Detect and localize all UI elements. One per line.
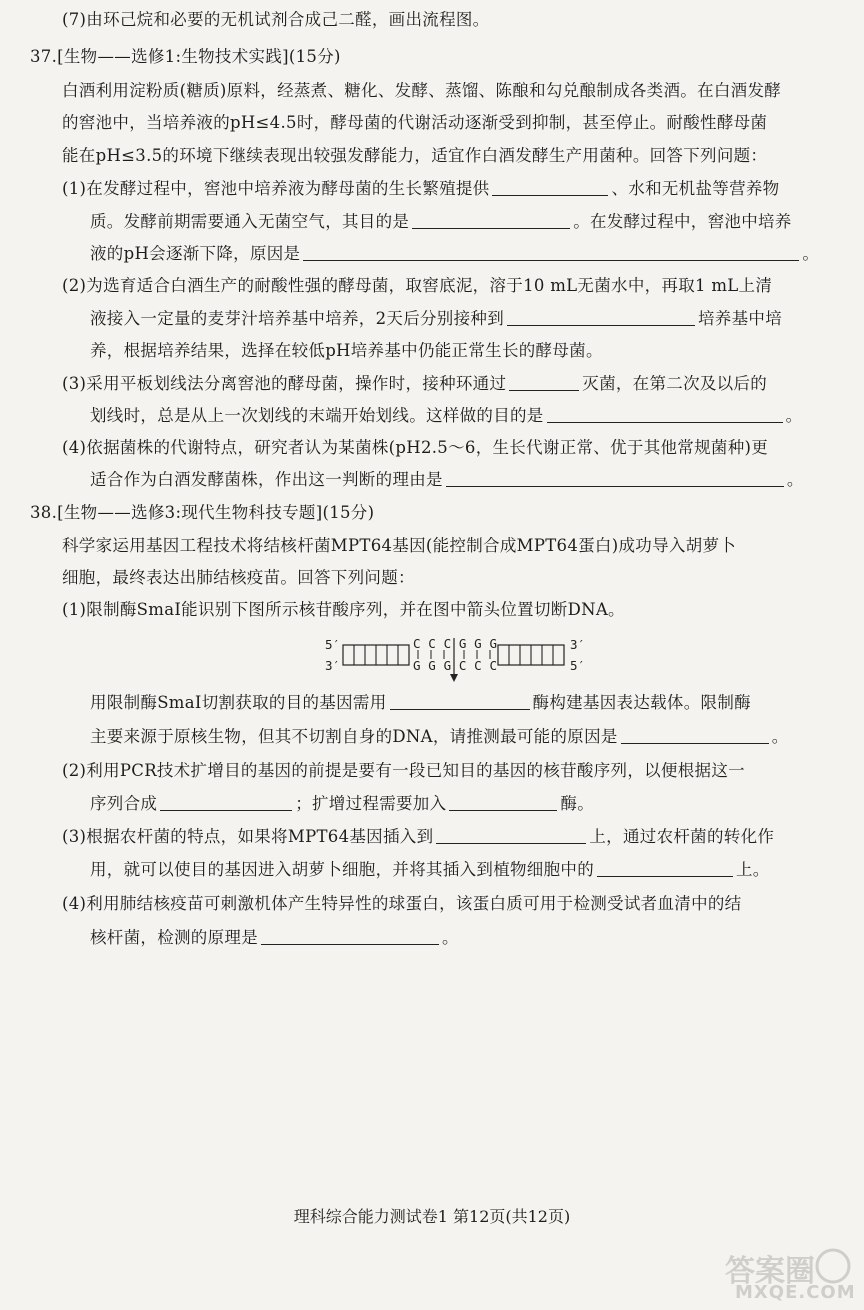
- top-strand-5-label: 5′: [325, 637, 341, 652]
- answer-blank[interactable]: [261, 928, 439, 945]
- q37-part4-line-2: 适合作为白酒发酵菌株，作出这一判断的理由是 。: [90, 470, 804, 489]
- q38-part1-line-3: 主要来源于原核生物，但其不切割自身的DNA，请推测最可能的原因是 。: [90, 727, 789, 746]
- answer-blank[interactable]: [412, 212, 570, 229]
- answer-blank[interactable]: [509, 374, 579, 391]
- q37-part1-line-1: (1)在发酵过程中，窖池中培养液为酵母菌的生长繁殖提供 、水和无机盐等营养物: [62, 179, 780, 198]
- q38-intro-line-1: 科学家运用基因工程技术将结核杆菌MPT64基因(能控制合成MPT64蛋白)成功导入胡萝卜: [62, 536, 737, 555]
- q38-heading: 38.[生物——选修3:现代生物科技专题](15分): [30, 503, 375, 522]
- q37-part3-line-2: 划线时，总是从上一次划线的末端开始划线。这样做的目的是 。: [90, 406, 803, 425]
- q38-part4-line-2: 核杆菌，检测的原理是 。: [90, 928, 459, 947]
- answer-blank[interactable]: [547, 406, 783, 423]
- watermark-bottom-text: MXQE.COM: [735, 1282, 856, 1303]
- q37-part1-line-2: 质。发酵前期需要通入无菌空气，其目的是 。在发酵过程中，窖池中培养: [90, 212, 792, 231]
- site-watermark-logo: [705, 1246, 855, 1306]
- answer-blank[interactable]: [507, 309, 695, 326]
- page-footer: 理科综合能力测试卷1 第12页(共12页): [293, 1207, 571, 1226]
- watermark-top-text: 答案圈: [725, 1254, 815, 1289]
- q37-part3-line-1: (3)采用平板划线法分离窖池的酵母菌，操作时，接种环通过 灭菌，在第二次及以后的: [62, 374, 768, 393]
- dna-diagram-svg: [325, 636, 585, 686]
- answer-blank[interactable]: [390, 693, 530, 710]
- q37-part2-line-1: (2)为选育适合白酒生产的耐酸性强的酵母菌，取窖底泥，溶于10 mL无菌水中，再取1 mL上清: [62, 276, 773, 295]
- left-ladder-rungs: [354, 645, 398, 665]
- bottom-strand-5-label: 5′: [570, 658, 585, 673]
- q38-part2-line-1: (2)利用PCR技术扩增目的基因的前提是要有一段已知目的基因的核苷酸序列，以便根据这一: [62, 761, 745, 780]
- smaI-recognition-diagram: [325, 636, 585, 686]
- q38-intro-line-2: 细胞，最终表达出肺结核疫苗。回答下列问题：: [62, 568, 415, 587]
- answer-blank[interactable]: [621, 727, 769, 744]
- answer-blank[interactable]: [160, 794, 292, 811]
- answer-blank[interactable]: [303, 244, 799, 261]
- bottom-strand-sequence: GGGCCC: [413, 658, 497, 673]
- q37-part2-line-3: 养，根据培养结果，选择在较低pH培养基中仍能正常生长的酵母菌。: [90, 341, 603, 360]
- q37-intro-line-3: 能在pH≤3.5的环境下继续表现出较强发酵能力，适宜作白酒发酵生产用菌种。回答下列问题：: [62, 146, 768, 165]
- q38-part4-line-1: (4)利用肺结核疫苗可刺激机体产生特异性的球蛋白，该蛋白质可用于检测受试者血清中的结: [62, 894, 742, 913]
- q38-part3-line-1: (3)根据农杆菌的特点，如果将MPT64基因插入到 上，通过农杆菌的转化作: [62, 827, 775, 846]
- answer-blank[interactable]: [492, 179, 608, 196]
- top-strand-sequence: CCCGGG: [413, 636, 497, 651]
- top-strand-3-label: 3′: [570, 637, 585, 652]
- cut-arrow-head: [450, 674, 458, 682]
- q38-part1-line-2: 用限制酶SmaⅠ切割获取的目的基因需用 酶构建基因表达载体。限制酶: [90, 693, 751, 712]
- q36-tail-line: (7)由环己烷和必要的无机试剂合成己二醛，画出流程图。: [62, 10, 490, 29]
- bottom-strand-3-label: 3′: [325, 658, 341, 673]
- q38-part2-line-2: 序列合成 ；扩增过程需要加入 酶。: [90, 794, 595, 813]
- answer-blank[interactable]: [597, 860, 733, 877]
- answer-blank[interactable]: [436, 827, 586, 844]
- q38-part1-line-1: (1)限制酶SmaⅠ能识别下图所示核苷酸序列，并在图中箭头位置切断DNA。: [62, 600, 625, 619]
- q37-part2-line-2: 液接入一定量的麦芽汁培养基中培养，2天后分别接种到 培养基中培: [90, 309, 782, 328]
- watermark-circle: [817, 1250, 849, 1282]
- right-ladder-rungs: [509, 645, 553, 665]
- q37-intro-line-2: 的窖池中，当培养液的pH≤4.5时，酵母菌的代谢活动逐渐受到抑制，甚至停止。耐酸性酵母菌: [62, 113, 768, 132]
- q37-intro-line-1: 白酒利用淀粉质(糖质)原料，经蒸煮、糖化、发酵、蒸馏、陈酿和勾兑酿制成各类酒。在白酒发酵: [62, 81, 782, 100]
- q38-part3-line-2: 用，就可以使目的基因进入胡萝卜细胞，并将其插入到植物细胞中的 上。: [90, 860, 770, 879]
- answer-blank[interactable]: [449, 794, 557, 811]
- q37-part1-line-3: 液的pH会逐渐下降，原因是 。: [90, 244, 820, 263]
- q37-heading: 37.[生物——选修1:生物技术实践](15分): [30, 47, 341, 66]
- q37-part4-line-1: (4)依据菌株的代谢特点，研究者认为某菌株(pH2.5～6，生长代谢正常、优于其他常规菌种)更: [62, 438, 769, 457]
- answer-blank[interactable]: [446, 470, 784, 487]
